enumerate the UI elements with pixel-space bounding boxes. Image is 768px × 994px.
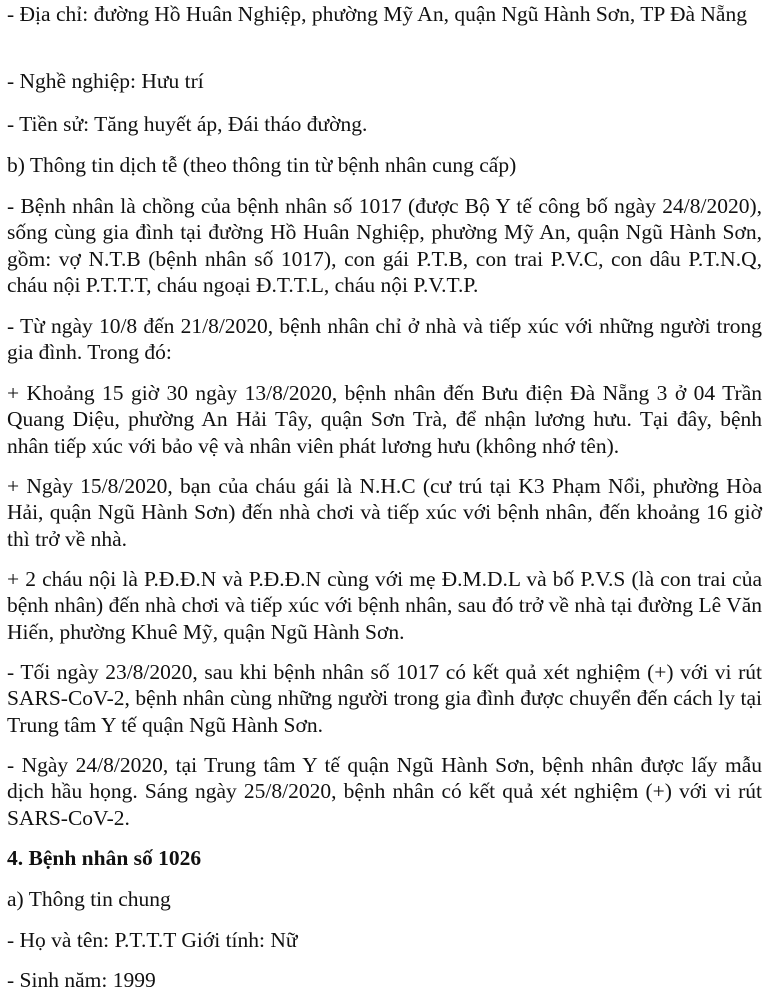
general-info-heading: a) Thông tin chung — [7, 887, 171, 911]
friend-visit-paragraph: + Ngày 15/8/2020, bạn của cháu gái là N.H.C (cư trú tại K3 Phạm Nổi, phường Hòa Hải, quận Ngũ Hành Sơn) đến nhà chơi và tiếp xúc với bệnh nhân, đến khoảng 16 giờ thì trở về nhà. — [7, 474, 762, 551]
epidemiology-household-paragraph: - Bệnh nhân là chồng của bệnh nhân số 1017 (được Bộ Y tế công bố ngày 24/8/2020), sống cùng gia đình tại đường Hồ Huân Nghiệp, phường Mỹ An, quận Ngũ Hành Sơn, gồm: vợ N.T.B (bệnh nhân số 1017), con gái P.T.B, con trai P.V.C, con dâu P.T.N.Q, cháu nội P.T.T.T, cháu ngoại Đ.T.T.L, cháu nội P.V.T.P. — [7, 194, 762, 298]
occupation-line: - Nghề nghiệp: Hưu trí — [7, 69, 204, 93]
patient-1026-heading: 4. Bệnh nhân số 1026 — [7, 846, 202, 870]
grandchildren-visit-paragraph: + 2 cháu nội là P.Đ.Đ.N và P.Đ.Đ.N cùng với mẹ Đ.M.D.L và bố P.V.S (là con trai của bệnh nhân) đến nhà chơi và tiếp xúc với bệnh nhân, sau đó trở về nhà tại đường Lê Văn Hiến, phường Khuê Mỹ, quận Ngũ Hành Sơn. — [7, 567, 762, 644]
test-result-paragraph: - Ngày 24/8/2020, tại Trung tâm Y tế quận Ngũ Hành Sơn, bệnh nhân được lấy mẫu dịch hầu họng. Sáng ngày 25/8/2020, bệnh nhân có kết quả xét nghiệm (+) với vi rút SARS-CoV-2. — [7, 753, 762, 830]
post-office-visit-paragraph: + Khoảng 15 giờ 30 ngày 13/8/2020, bệnh nhân đến Bưu điện Đà Nẵng 3 ở 04 Trần Quang Diệu, phường An Hải Tây, quận Sơn Trà, để nhận lương hưu. Tại đây, bệnh nhân tiếp xúc với bảo vệ và nhân viên phát lương hưu (không nhớ tên). — [7, 381, 762, 458]
medical-history-line: - Tiền sử: Tăng huyết áp, Đái tháo đường. — [7, 112, 368, 136]
epidemiology-stay-home-paragraph: - Từ ngày 10/8 đến 21/8/2020, bệnh nhân chỉ ở nhà và tiếp xúc với những người trong gia đình. Trong đó: — [7, 314, 762, 365]
epidemiology-heading: b) Thông tin dịch tễ (theo thông tin từ bệnh nhân cung cấp) — [7, 153, 517, 177]
birth-year-line: - Sinh năm: 1999 — [7, 968, 156, 992]
address-line: - Địa chỉ: đường Hồ Huân Nghiệp, phường Mỹ An, quận Ngũ Hành Sơn, TP Đà Nẵng — [7, 2, 747, 26]
quarantine-paragraph: - Tối ngày 23/8/2020, sau khi bệnh nhân số 1017 có kết quả xét nghiệm (+) với vi rút SARS-CoV-2, bệnh nhân cùng những người trong gia đình được chuyển đến cách ly tại Trung tâm Y tế quận Ngũ Hành Sơn. — [7, 660, 762, 737]
name-gender-line: - Họ và tên: P.T.T.T Giới tính: Nữ — [7, 928, 298, 952]
